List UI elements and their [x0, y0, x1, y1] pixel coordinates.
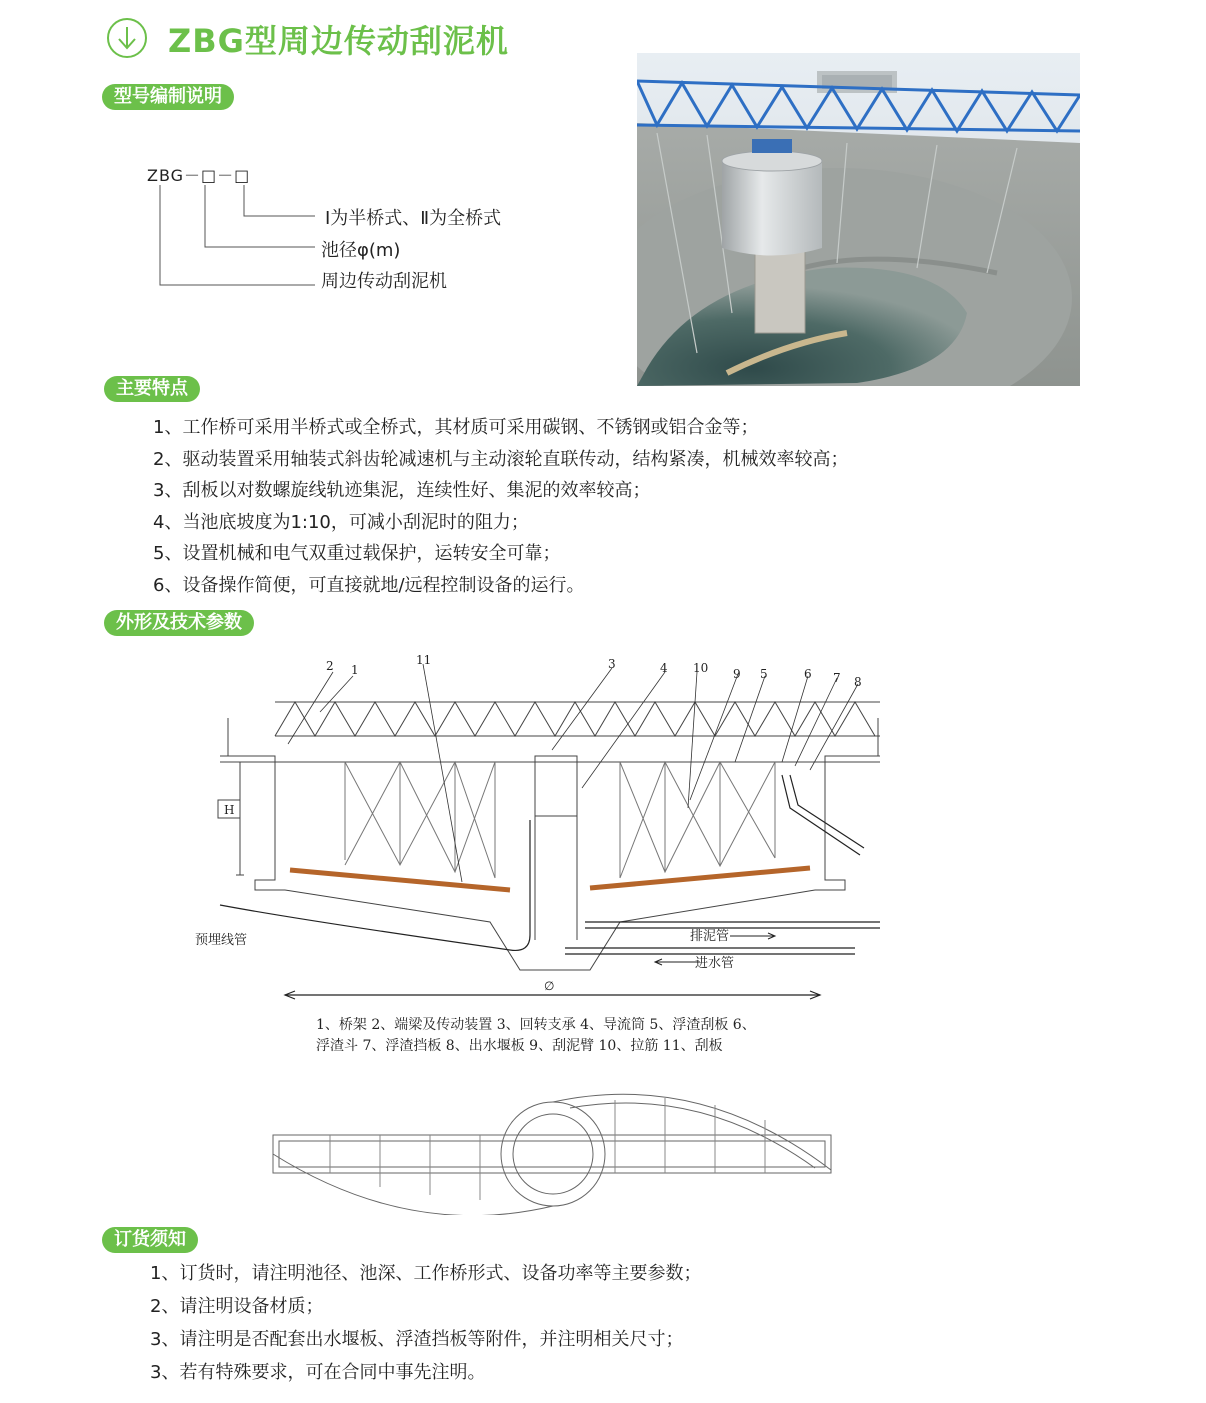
- order-list: [150, 1257, 701, 1389]
- feature-item: 6、设备操作简便，可直接就地/远程控制设备的运行。: [153, 574, 585, 596]
- callout-10: 10: [693, 661, 709, 675]
- clarifier-plan-drawing: [270, 1090, 835, 1215]
- down-arrow-circle-icon: [107, 18, 147, 58]
- callout-1: 1: [351, 663, 359, 677]
- clarifier-section-drawing: [190, 650, 890, 1010]
- feature-item: 5、设置机械和电气双重过载保护，运转安全可靠；: [153, 543, 561, 564]
- feature-item: 3、刮板以对数螺旋线轨迹集泥，连续性好、集泥的效率较高；: [153, 480, 651, 501]
- order-item: 1、订货时，请注明池径、池深、工作桥形式、设备功率等主要参数；: [150, 1263, 702, 1284]
- caption-line: 1、桥架 2、端梁及传动装置 3、回转支承 4、导流筒 5、浮渣刮板 6、: [316, 1017, 756, 1033]
- callout-7: 7: [833, 671, 841, 685]
- label-sludge-pipe: 排泥管: [690, 929, 730, 944]
- model-legend-bridge-type: Ⅰ为半桥式、Ⅱ为全桥式: [325, 208, 502, 229]
- model-code: ZBG－□－□: [147, 166, 251, 185]
- callout-11: 11: [416, 653, 432, 667]
- feature-item: 4、当池底坡度为1:10，可减小刮泥时的阻力；: [153, 511, 529, 533]
- callout-2: 2: [326, 659, 334, 673]
- callout-9: 9: [733, 667, 741, 681]
- page-title: ZBG型周边传动刮泥机: [168, 22, 509, 60]
- section-heading-order: 订货须知: [102, 1227, 198, 1253]
- model-legend-diameter: 池径φ(m): [321, 240, 401, 261]
- feature-item: 2、驱动装置采用轴装式斜齿轮减速机与主动滚轮直联传动，结构紧凑，机械效率较高；: [153, 448, 849, 470]
- section-heading-specs: 外形及技术参数: [104, 610, 254, 636]
- callout-5: 5: [760, 667, 768, 681]
- model-legend-machine: 周边传动刮泥机: [321, 271, 447, 292]
- label-conduit: 预埋线管: [195, 933, 248, 948]
- feature-item: 1、工作桥可采用半桥式或全桥式，其材质可采用碳钢、不锈钢或铝合金等；: [153, 417, 759, 438]
- caption-line: 浮渣斗 7、浮渣挡板 8、出水堰板 9、刮泥臂 10、拉筋 11、刮板: [316, 1038, 723, 1054]
- section-heading-features: 主要特点: [104, 376, 200, 402]
- callout-3: 3: [608, 657, 616, 671]
- label-inlet-pipe: 进水管: [695, 956, 735, 971]
- callout-6: 6: [804, 667, 812, 681]
- clarifier-photo: [637, 53, 1080, 386]
- section-heading-model: 型号编制说明: [102, 84, 234, 110]
- dimension-h: H: [224, 803, 235, 817]
- drawing-caption: [316, 1015, 756, 1057]
- order-item: 3、若有特殊要求，可在合同中事先注明。: [150, 1362, 486, 1383]
- model-legend-lines: [150, 180, 320, 292]
- features-list: [153, 412, 848, 601]
- callout-8: 8: [854, 675, 862, 689]
- order-item: 2、请注明设备材质；: [150, 1296, 324, 1317]
- dimension-phi: ∅: [544, 979, 555, 993]
- order-item: 3、请注明是否配套出水堰板、浮渣挡板等附件，并注明相关尺寸；: [150, 1329, 684, 1350]
- callout-4: 4: [660, 661, 668, 675]
